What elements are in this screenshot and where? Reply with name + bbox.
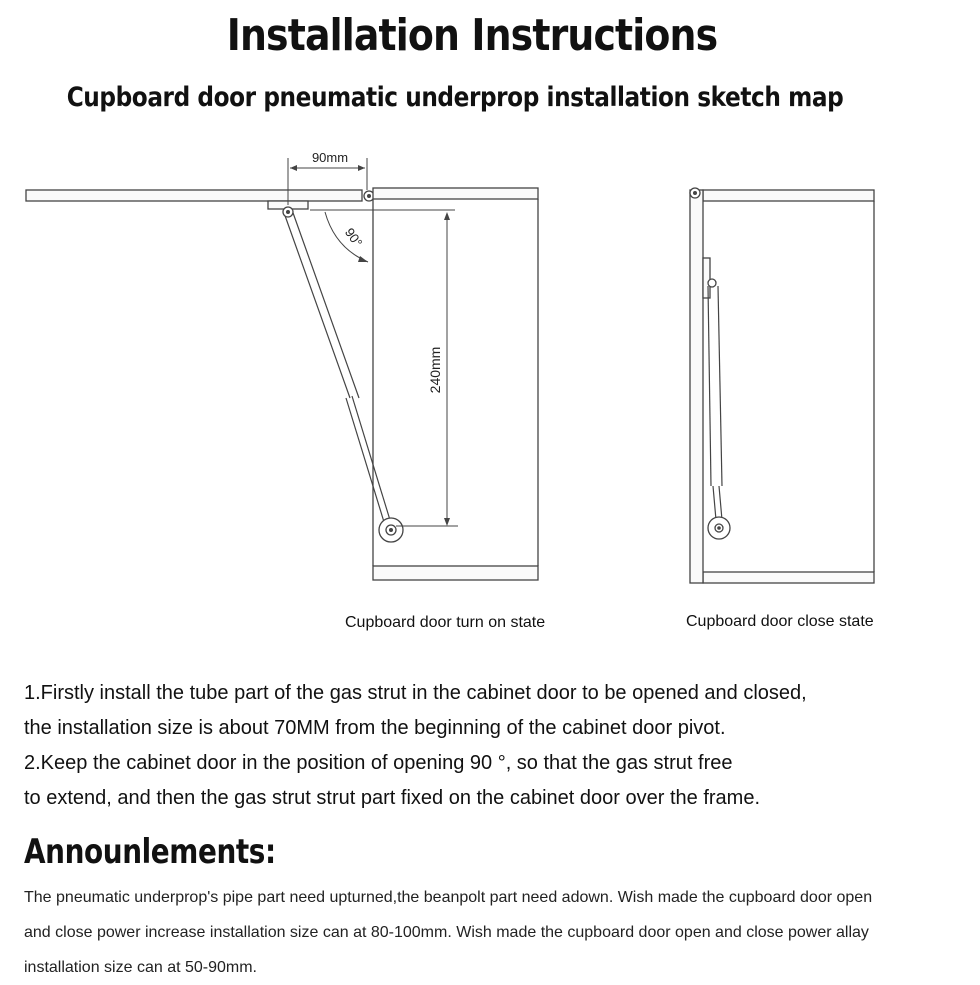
- open-state-diagram: [26, 158, 538, 580]
- closed-cabinet-bottom-panel: [703, 572, 874, 583]
- closed-door-panel: [690, 190, 703, 583]
- gas-strut-closed: [708, 279, 730, 539]
- instruction-line: 2.Keep the cabinet door in the position of opening 90 °, so that the gas strut free: [24, 752, 733, 774]
- announcement-line: The pneumatic underprop's pipe part need upturned,the beanpolt part need adown. Wish made the cupboard door open: [24, 889, 873, 906]
- instructions-block: [24, 676, 964, 816]
- closed-door-bracket: [703, 258, 710, 298]
- closed-cabinet-top-panel: [703, 190, 874, 201]
- gas-strut-open: [283, 207, 390, 522]
- announcement-line: installation size can at 50-90mm.: [24, 959, 257, 976]
- instruction-line: 1.Firstly install the tube part of the gas strut in the cabinet door to be opened and closed,: [24, 682, 807, 704]
- announcement-line: and close power increase installation size can at 80-100mm. Wish made the cupboard door open and close power allay: [24, 924, 869, 941]
- cabinet-top-panel: [373, 188, 538, 199]
- instruction-line: the installation size is about 70MM from the beginning of the cabinet door pivot.: [24, 717, 726, 739]
- dim-90mm-label: 90mm: [311, 150, 349, 165]
- open-door-panel: [26, 190, 362, 201]
- angle-90-arc: [310, 210, 455, 262]
- closed-state-caption: Cupboard door close state: [686, 613, 874, 630]
- page-subtitle: Cupboard door pneumatic underprop installation sketch map: [66, 82, 844, 113]
- closed-state-diagram: [690, 188, 874, 583]
- announcements-block: [24, 880, 954, 985]
- cabinet-bottom-panel: [373, 566, 538, 580]
- dim-angle-label: 90°: [341, 225, 366, 250]
- dim-240mm-label: 240mm: [427, 346, 443, 394]
- instruction-line: to extend, and then the gas strut strut part fixed on the cabinet door over the frame.: [24, 787, 760, 809]
- open-state-caption: Cupboard door turn on state: [345, 614, 546, 631]
- announcements-heading: Announlements:: [24, 832, 276, 872]
- page-title: Installation Instructions: [226, 10, 718, 61]
- strut-base-mount: [379, 518, 403, 542]
